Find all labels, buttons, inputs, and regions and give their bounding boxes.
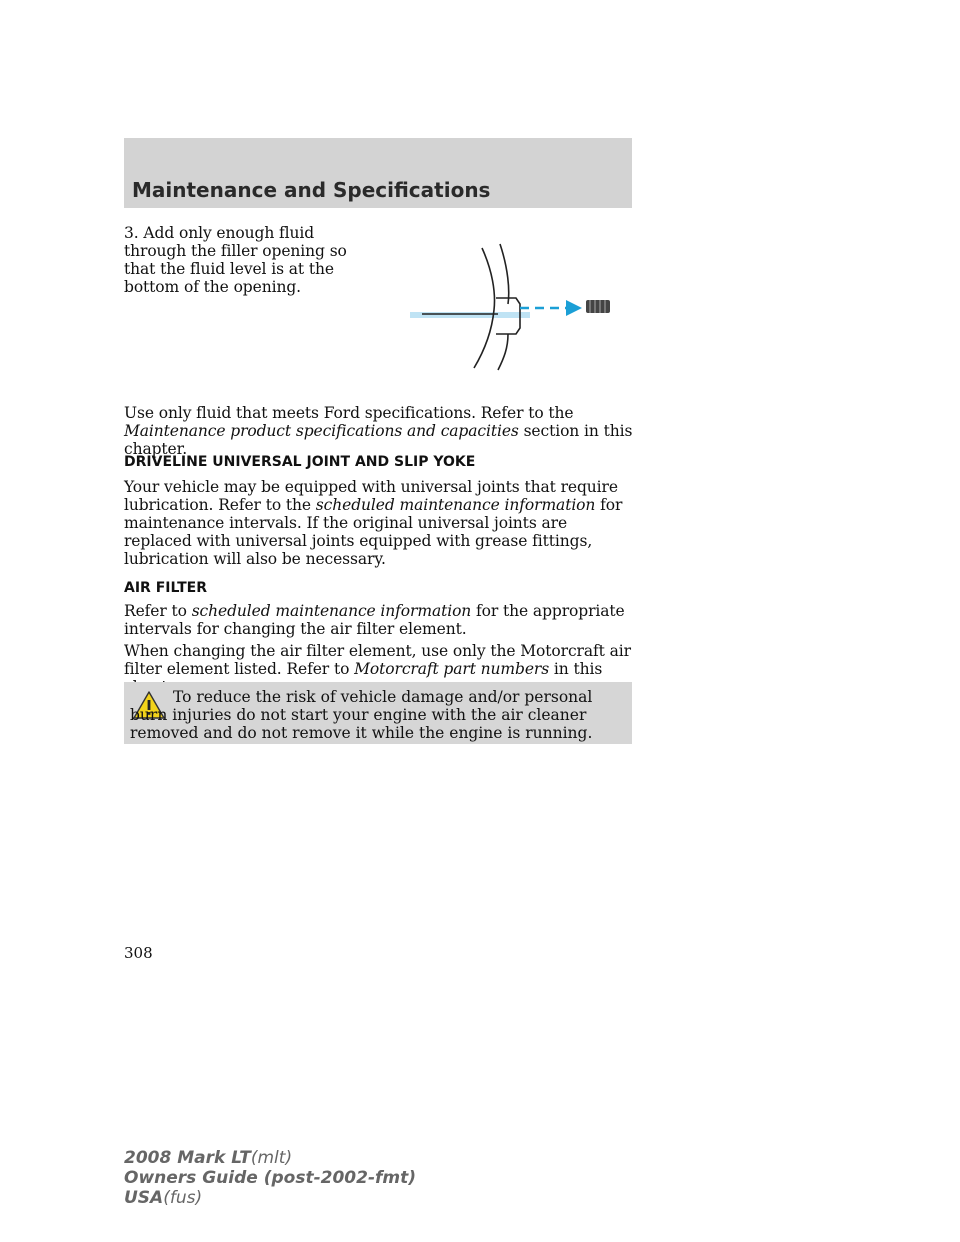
footer-market: USA <box>124 1188 164 1208</box>
scheduled-maintenance-reference-2: scheduled maintenance information <box>191 602 472 620</box>
driveline-paragraph <box>124 478 634 568</box>
page-number: 308 <box>124 944 153 962</box>
arrow-head <box>566 300 582 316</box>
air-filter-paragraph-1 <box>124 602 634 638</box>
fluid-level-band <box>410 312 530 318</box>
air-filter-heading: AIR FILTER <box>124 580 207 596</box>
footer-market-code: (fus) <box>163 1188 203 1208</box>
capacities-reference: Maintenance product specifications and capacities <box>124 422 519 440</box>
document-footer <box>124 1148 416 1208</box>
fluid-note-suffix: section in this chapter. <box>124 422 633 458</box>
fluid-note-prefix: Use only fluid that meets Ford specifications. Refer to the <box>124 404 574 422</box>
air-filter-p2-suffix: in this <box>553 660 603 678</box>
case-outline-inner <box>500 244 509 304</box>
air-filter-p2-prefix: When changing the air filter element, use only the Motorcraft air filter element listed. Refer to <box>124 642 631 678</box>
case-outline-outer <box>474 248 495 368</box>
warning-text: To reduce the risk of vehicle damage and/or personal burn injuries do not start your engine with the air cleaner removed and do not remove it while the engine is running. <box>130 688 593 742</box>
warning-box <box>124 682 632 744</box>
section-header-band <box>124 138 632 208</box>
driveline-suffix: for maintenance intervals. If the original universal joints are replaced with universal joints equipped with grease fittings, lubrication will also be necessary. <box>124 496 623 568</box>
motorcraft-part-numbers-reference: Motorcraft part numbers <box>354 660 550 678</box>
section-title: Maintenance and Specifications <box>132 178 491 202</box>
driveline-prefix: Your vehicle may be equipped with universal joints that require lubrication. Refer to the <box>124 478 618 514</box>
fluid-fill-diagram <box>400 240 620 374</box>
air-filter-p1-suffix: for the appropriate intervals for changing the air filter element. <box>124 602 625 638</box>
footer-guide: Owners Guide (post-2002-fmt) <box>124 1168 417 1188</box>
footer-model: 2008 Mark LT <box>124 1148 251 1168</box>
driveline-heading: DRIVELINE UNIVERSAL JOINT AND SLIP YOKE <box>124 454 476 470</box>
scheduled-maintenance-reference: scheduled maintenance information <box>315 496 596 514</box>
air-filter-p1-prefix: Refer to <box>124 602 192 620</box>
fluid-spec-paragraph <box>124 404 634 458</box>
step-3-text: 3. Add only enough fluid through the filler opening so that the fluid level is at the bottom of the opening. <box>124 224 347 296</box>
footer-model-code: (mlt) <box>250 1148 293 1168</box>
case-outline-lower <box>498 334 508 370</box>
